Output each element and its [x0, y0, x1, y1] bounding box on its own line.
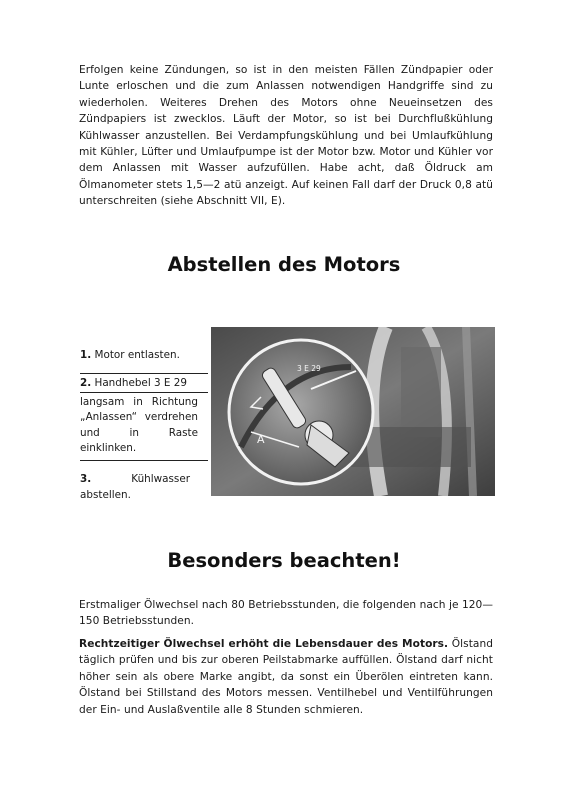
note-2-text: Ölstand täglich prüfen und bis zur oberen Peilstabmarke auffüllen. Ölstand darf nicht höher sein als obere Marke angibt, da sonst ein Überölen eintreten kann. Ölstand bei Stillstand des Motors messen. Ventilhebel und Ventilführungen der Ein- und Auslaßventile alle 8 Stunden schmieren.: [79, 638, 493, 716]
section-heading-beachten: Besonders beachten!: [167, 549, 401, 572]
note-paragraph-1: Erstmaliger Ölwechsel nach 80 Betriebsstunden, die folgenden nach je 120—150 Betriebsstunden.: [79, 599, 493, 628]
step-1: [80, 343, 208, 367]
photo-label-a: A: [257, 433, 265, 446]
photo-part-label: 3 E 29: [297, 364, 321, 373]
note-paragraph-2: [79, 636, 493, 718]
step-3: [80, 471, 190, 503]
step-divider-2: [80, 460, 208, 461]
step-2-part-label: Handhebel 3 E 29: [94, 377, 188, 389]
step-2-text: langsam in Richtung „Anlassen“ verdrehen und in Raste einklinken.: [80, 396, 198, 455]
step-3-text: Kühlwasser abstellen.: [80, 472, 190, 501]
engine-photo: [211, 327, 495, 496]
step-1-number: 1.: [80, 349, 92, 361]
step-2-number: 2.: [80, 377, 92, 389]
intro-paragraph: Erfolgen keine Zündungen, so ist in den meisten Fällen Zündpapier oder Lunte erloschen und die zum Anlassen notwendigen Handgriffe sind zu wiederholen. Weiteres Drehen des Motors ohne Neueinsetzen des Zündpapiers ist zwecklos. Läuft der Motor, so ist bei Durchflußkühlung Kühlwasser anzustellen. Bei Verdampfungskühlung und bei Umlaufkühlung mit Kühler, Lüfter und Umlaufpumpe ist der Motor bzw. Motor und Kühler vor dem Anlassen mit Wasser aufzufüllen. Habe acht, daß Öldruck am Ölmanometer stets 1,5—2 atü anzeigt. Auf keinen Fall darf der Druck 0,8 atü unterschreiten (siehe Abschnitt VII, E).: [79, 64, 493, 208]
engine-photo-illustration: [211, 327, 495, 496]
note-2-bold-lead: Rechtzeitiger Ölwechsel erhöht die Lebensdauer des Motors.: [79, 638, 449, 650]
step-3-number: 3.: [80, 472, 92, 485]
step-2: [80, 374, 208, 457]
section-heading-abstellen: Abstellen des Motors: [167, 253, 401, 276]
step-1-text: Motor entlasten.: [94, 349, 180, 361]
step-2-header: [80, 374, 208, 393]
steps-list: [80, 343, 208, 503]
